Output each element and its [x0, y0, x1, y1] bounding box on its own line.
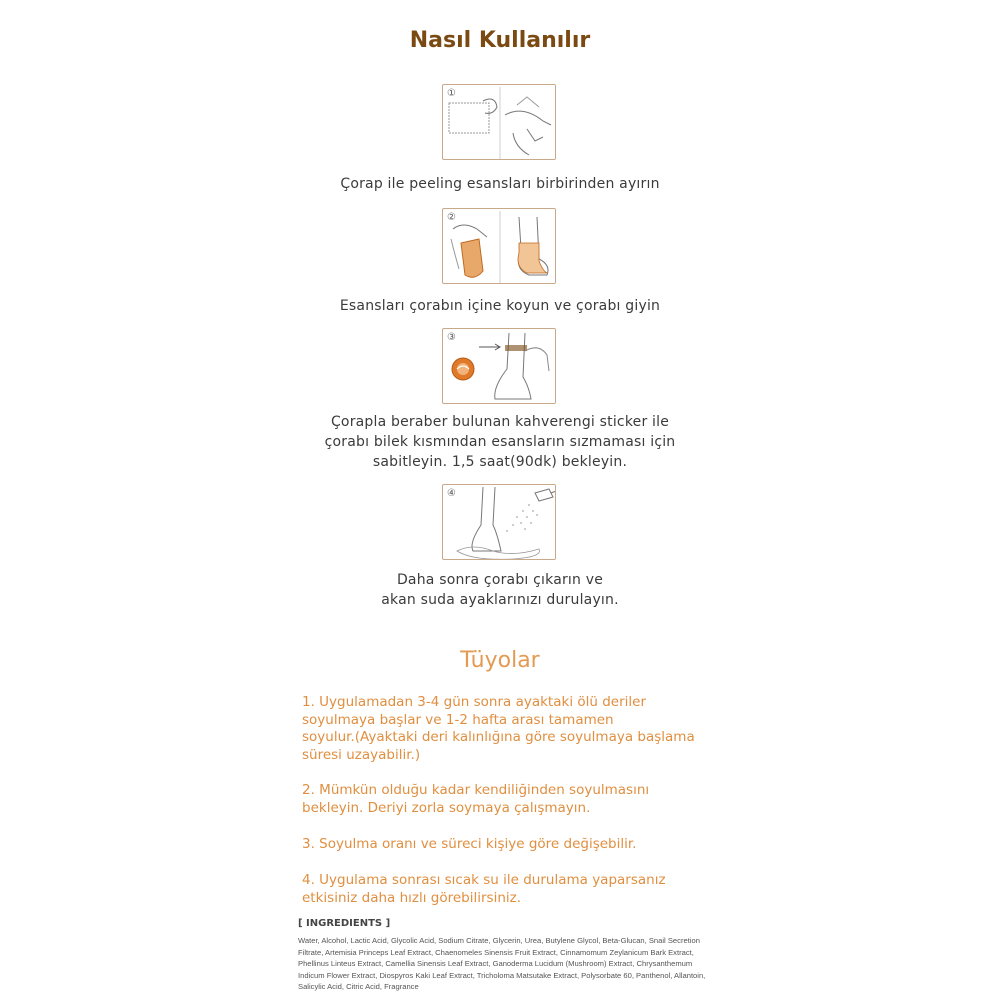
ingredients-text: Water, Alcohol, Lactic Acid, Glycolic Acid, Sodium Citrate, Glycerin, Urea, Butylene Glycol, Beta-Glucan, Snail Secretion Filtrate, Artemisia Princeps Leaf Extract, Chaenomeles Sinensis Fruit Extract, Cinnamomum Zeylanicum Bark Extract, Phellinus Linteus Extract, Camellia Sinensis Leaf Extract, Ganoderma Lucidum (Mushroom) Extract, Chrysanthemum Indicum Flower Extract, Diospyros Kaki Leaf Extract, Tricholoma Matsutake Extract, Polysorbate 60, Panthenol, Allantoin, Salicylic Acid, Citric Acid, Fragrance — [298, 936, 706, 991]
caption-line: Çorap ile peeling esansları birbirinden ayırın — [340, 176, 660, 192]
tip-line: 1. Uygulamadan 3-4 gün sonra ayaktaki ölü deriler — [302, 694, 646, 710]
step-number: ② — [447, 212, 456, 223]
caption-line: sabitleyin. 1,5 saat(90dk) bekleyin. — [372, 454, 628, 470]
step-4-illustration — [442, 484, 556, 560]
tip-line: soyulur.(Ayaktaki deri kalınlığına göre soyulmaya başlama — [302, 729, 695, 745]
tip-line: soyulmaya başlar ve 1-2 hafta arası tamamen — [302, 711, 614, 728]
caption-line: Çorapla beraber bulunan kahverengi sticker ile — [330, 414, 670, 430]
tip-1 — [302, 694, 722, 764]
tip-line: süresi uzayabilir.) — [302, 746, 421, 763]
tip-line: 2. Mümkün olduğu kadar kendiliğinden soyulmasını — [302, 782, 650, 798]
caption-line: akan suda ayaklarınızı durulayın. — [381, 592, 619, 608]
tip-line: 4. Uygulama sonrası sıcak su ile durulama yaparsanız — [302, 872, 666, 888]
tip-4 — [302, 872, 722, 907]
caption-line: Daha sonra çorabı çıkarın ve — [396, 572, 604, 588]
tip-line: etkisiniz daha hızlı görebilirsiniz. — [302, 889, 522, 906]
step-number: ① — [447, 88, 456, 99]
step-3-caption — [0, 412, 1000, 472]
step-number: ④ — [447, 488, 456, 499]
tip-line: 3. Soyulma oranı ve süreci kişiye göre değişebilir. — [302, 836, 637, 852]
step-1-illustration — [442, 84, 556, 160]
step-2-caption — [0, 296, 1000, 316]
ingredients-heading: [ INGREDIENTS ] — [298, 918, 391, 929]
tips-title: Tüyolar — [460, 648, 540, 673]
caption-line: çorabı bilek kısmından esansların sızmaması için — [324, 434, 676, 450]
tip-2 — [302, 782, 722, 817]
step-4-caption — [0, 570, 1000, 610]
tip-line: bekleyin. Deriyi zorla soymaya çalışmayın. — [302, 799, 591, 816]
page-title: Nasıl Kullanılır — [409, 28, 591, 53]
caption-line: Esansları çorabın içine koyun ve çorabı giyin — [339, 298, 661, 314]
step-2-illustration — [442, 208, 556, 284]
step-3-illustration — [442, 328, 556, 404]
step-1-caption — [0, 174, 1000, 194]
step-number: ③ — [447, 332, 456, 343]
tip-3 — [302, 836, 722, 854]
